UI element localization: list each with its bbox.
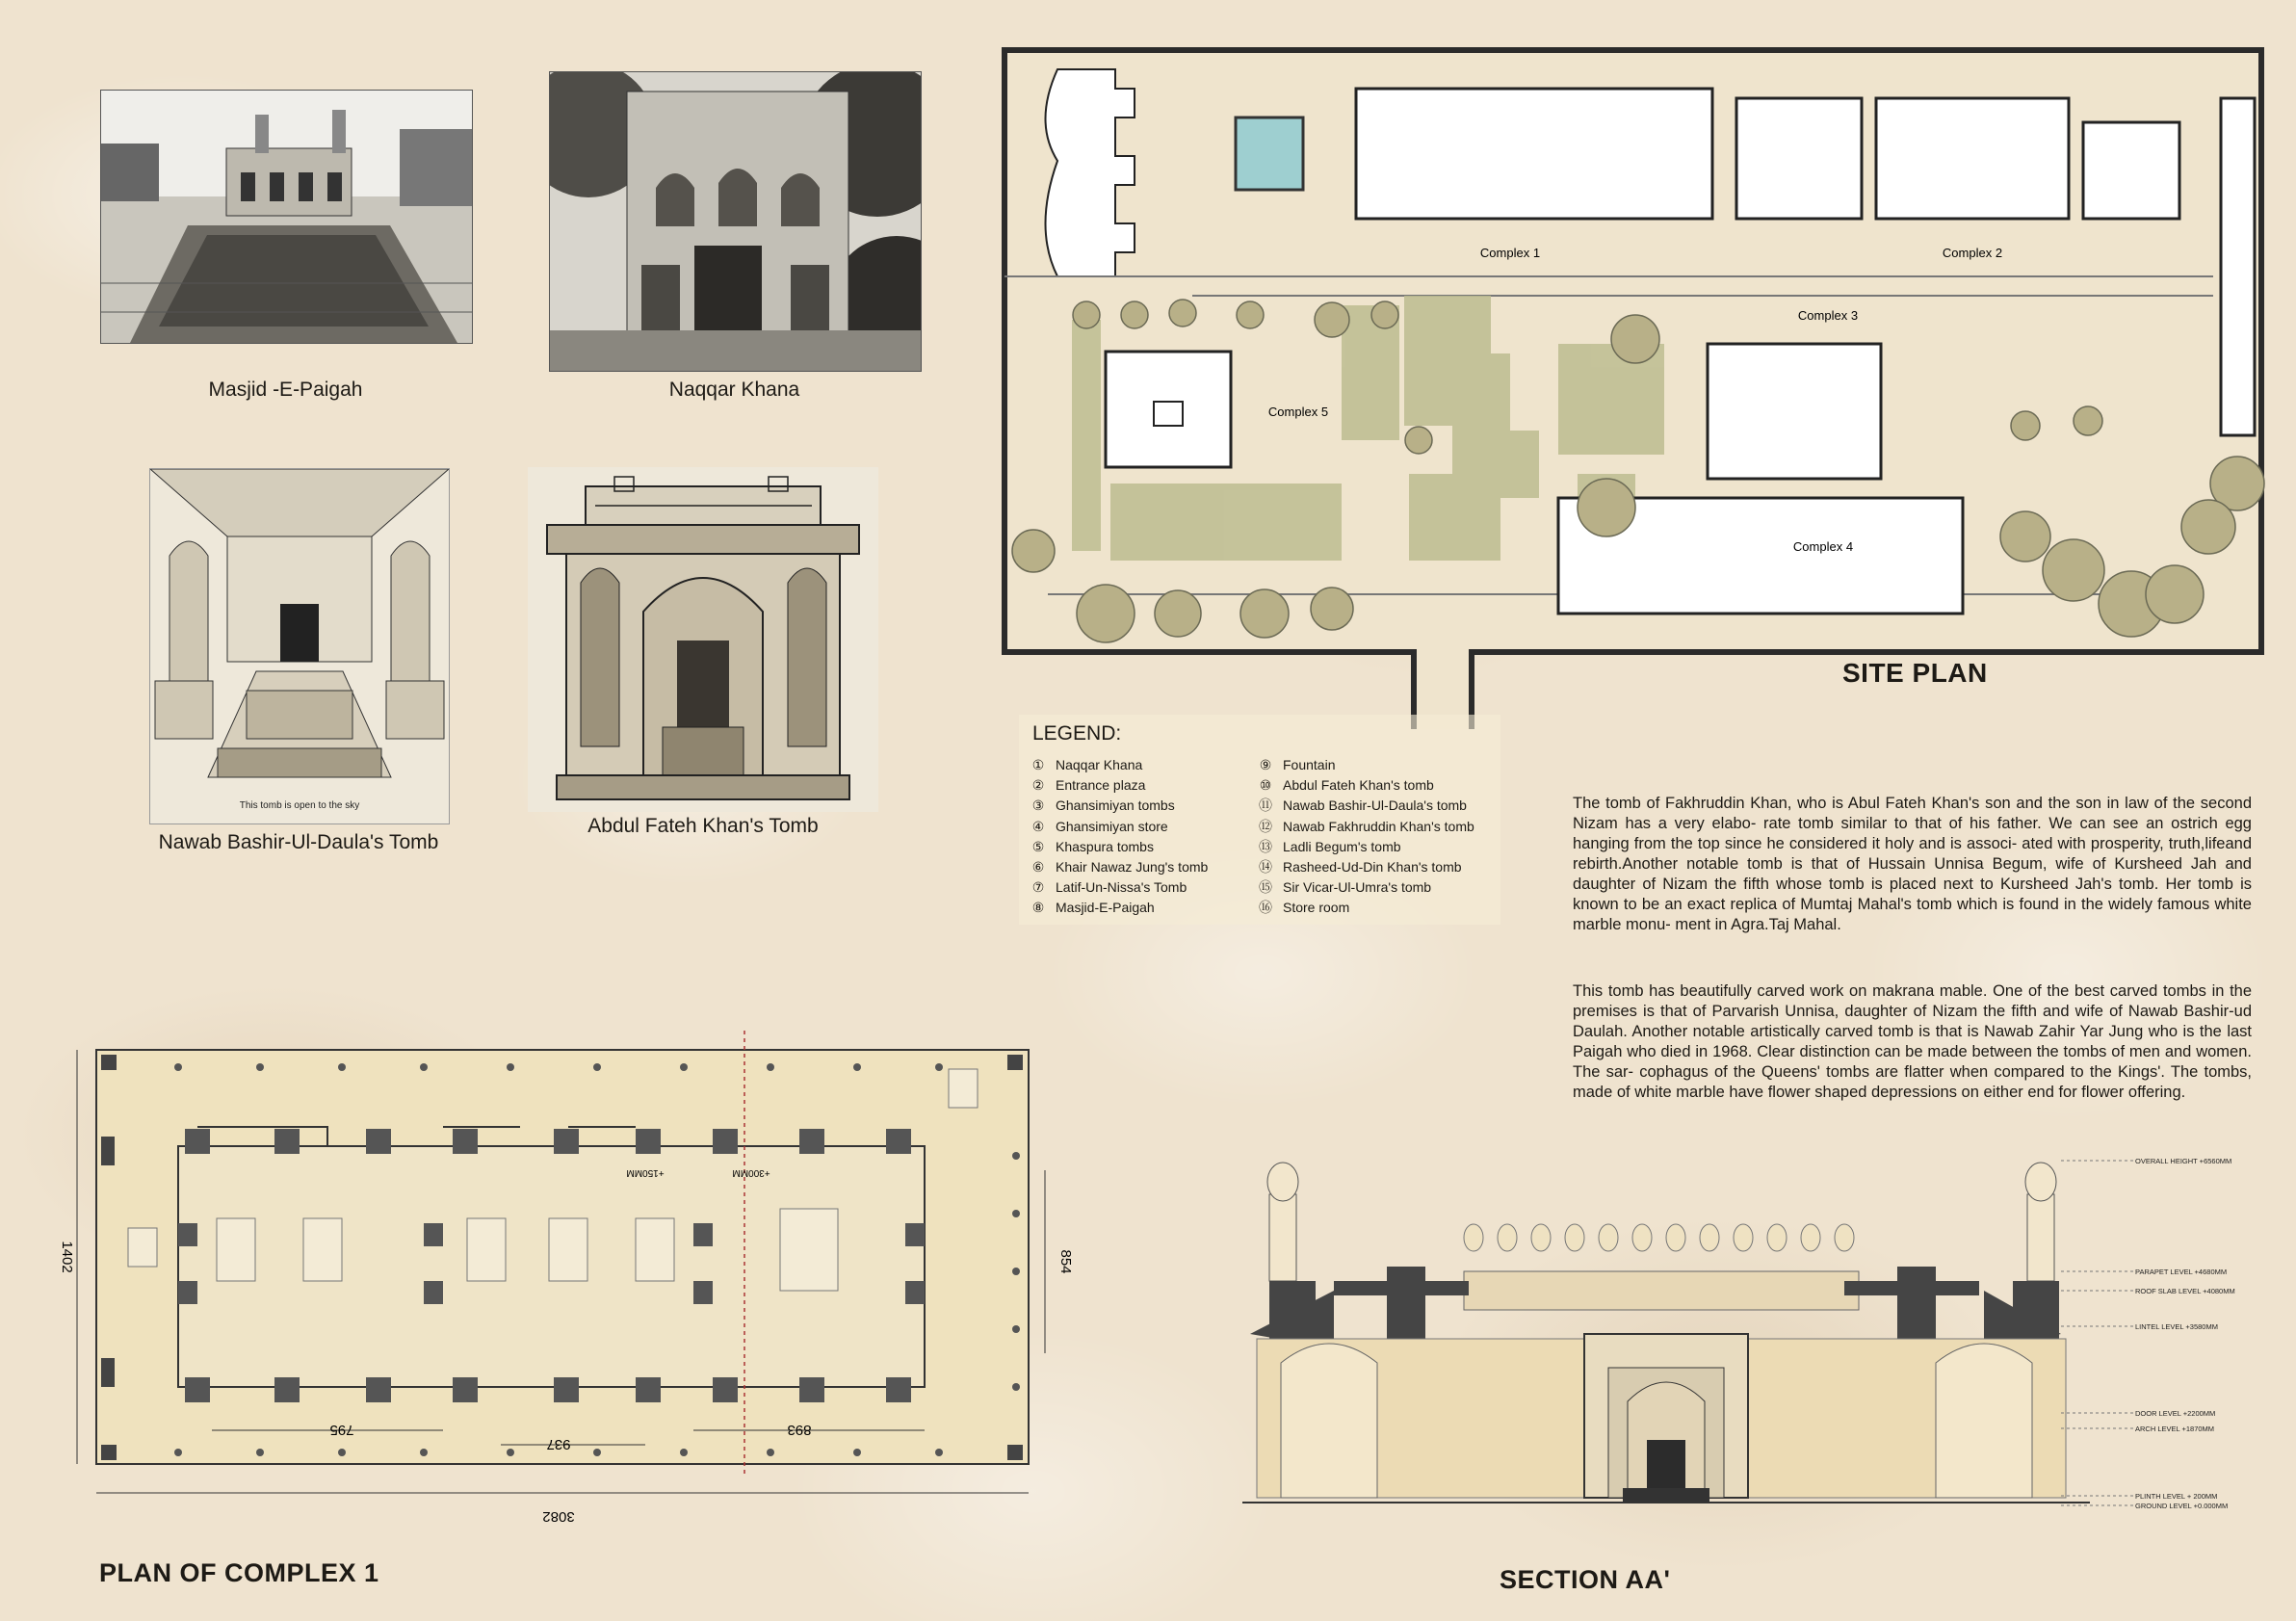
legend-item: ⑮ Sir Vicar-Ul-Umra's tomb: [1259, 879, 1432, 896]
bashir-ul-daula-tomb-sketch: [149, 468, 450, 824]
legend-item: ⑤ Khaspura tombs: [1031, 838, 1154, 854]
legend-item: ⑪ Nawab Bashir-Ul-Daula's tomb: [1259, 797, 1467, 814]
complex-5-label: Complex 5: [1267, 405, 1329, 419]
legend-title: LEGEND:: [1032, 722, 1122, 745]
masjid-caption: Masjid -E-Paigah: [208, 379, 363, 401]
level-label: DOOR LEVEL +2200MM: [2135, 1409, 2216, 1418]
dimension-854: 854: [1057, 1249, 1074, 1274]
legend-item: ⑬ Ladli Begum's tomb: [1259, 838, 1401, 854]
level-label: OVERALL HEIGHT +6560MM: [2135, 1157, 2232, 1165]
legend-item: ④ Ghansimiyan store: [1031, 818, 1168, 834]
level-300: +300MM: [732, 1167, 770, 1178]
complex-3-label: Complex 3: [1797, 308, 1859, 323]
legend-item: ⑫ Nawab Fakhruddin Khan's tomb: [1259, 818, 1474, 834]
legend-item: ⑦ Latif-Un-Nissa's Tomb: [1031, 879, 1187, 896]
legend-item: ② Entrance plaza: [1031, 777, 1146, 794]
fateh-caption: Abdul Fateh Khan's Tomb: [587, 815, 819, 837]
legend-item: ⑭ Rasheed-Ud-Din Khan's tomb: [1259, 859, 1462, 876]
legend-item: ③ Ghansimiyan tombs: [1031, 797, 1175, 814]
legend-item: ⑯ Store room: [1259, 900, 1350, 916]
level-label: ROOF SLAB LEVEL +4080MM: [2135, 1287, 2235, 1295]
dimension-1402: 1402: [59, 1241, 75, 1273]
description-paragraph-2: This tomb has beautifully carved work on makrana mable. One of the best carved tombs in the premises is that of Parvarish Unnisa, daughter of Nizam the fifth and wife of Nawab Bashir-ud Daulah. Another notable artistically carved tomb is that is Nawab Zahir Yar Jung who is the last Paigah who died in 1968. Clear distinction can be made between the tombs of men and women. The sar- cophagus of the Queens' tombs are flatter when compared to the Kings'. The tombs, made of white marble have flower shaped depressions on either end for flower offering.: [1573, 982, 2252, 1101]
legend-item: ⑩ Abdul Fateh Khan's tomb: [1259, 777, 1434, 794]
bashir-note: This tomb is open to the sky: [239, 800, 360, 811]
legend-item: ⑨ Fountain: [1259, 757, 1336, 772]
dimension-3082: 3082: [542, 1508, 575, 1525]
site-plan-title: SITE PLAN: [1842, 658, 1988, 688]
complex-2-label: Complex 2: [1942, 246, 2003, 260]
level-label: GROUND LEVEL +0.000MM: [2135, 1502, 2229, 1510]
description-paragraph-1: The tomb of Fakhruddin Khan, who is Abul Fateh Khan's son and the son in law of the second Nizam has a very elabo- rate tomb similar to that of his father. We can see an ostrich egg hanging from the top since he considered it holy and is associ- ated with prosperity, truth,lifeand rebirth.Another notable tomb is that of Hussain Unnisa Begum, wife of Kursheed Jah and daughter of Nizam the fifth whose tomb is placed next to Kursheed Jah's tomb. Her tomb is known to be an exact replica of Mumtaj Mahal's tomb which is found in the widely famous white marble monu- ment in Agra.Taj Mahal.: [1573, 795, 2252, 933]
level-150: +150MM: [626, 1167, 665, 1178]
site-plan: [1000, 45, 2266, 729]
level-label: PLINTH LEVEL + 200MM: [2135, 1492, 2218, 1501]
level-label: PARAPET LEVEL +4680MM: [2135, 1268, 2228, 1276]
section-title: SECTION AA': [1500, 1565, 1671, 1594]
legend: [1019, 715, 1500, 925]
dimension-893: 893: [787, 1422, 812, 1438]
complex-4-label: Complex 4: [1792, 539, 1854, 554]
legend-item: ⑧ Masjid-E-Paigah: [1031, 900, 1155, 916]
abdul-fateh-khan-tomb-sketch: [528, 467, 878, 812]
level-label: ARCH LEVEL +1870MM: [2135, 1425, 2215, 1433]
dimension-795: 795: [329, 1422, 354, 1438]
section-aa: [1242, 1141, 2283, 1594]
bashir-caption: Nawab Bashir-Ul-Daula's Tomb: [158, 831, 439, 853]
legend-left-column: [1031, 755, 1208, 919]
dimension-937: 937: [546, 1436, 571, 1452]
plan-complex-title: PLAN OF COMPLEX 1: [99, 1558, 379, 1587]
legend-right-column: [1258, 755, 1474, 919]
naqqar-caption: Naqqar Khana: [668, 379, 800, 401]
legend-item: ① Naqqar Khana: [1031, 757, 1143, 772]
level-label: LINTEL LEVEL +3580MM: [2135, 1322, 2218, 1331]
plan-of-complex-1: [19, 1021, 1079, 1587]
masjid-e-paigah-sketch: [100, 90, 473, 344]
complex-1-label: Complex 1: [1479, 246, 1541, 260]
legend-item: ⑥ Khair Nawaz Jung's tomb: [1031, 859, 1209, 876]
naqqar-khana-sketch: [549, 71, 922, 372]
